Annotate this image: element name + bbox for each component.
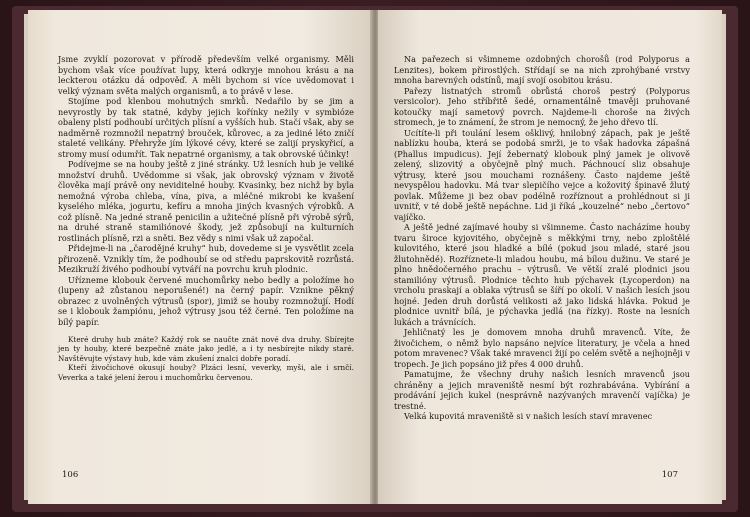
paragraph: A ještě jedné zajímavé houby si všimneme. Často nacházíme houby tvaru široce kyjovitého, obyčejně s měkkými trny, nebo zploštělé kulovitého, které jsou hladké a bílé (pokud jsou mladé, staré jsou žlutohnědé). Rozříznete-li mladou houbu, má bílou dužinu. Ve staré je plno hnědočerného prachu – výtrusů. Ve větší zralé plodnici jsou stamilióny výtrusů. Plodnice těchto hub pýchavek (Lycoperdon) na vrcholu praskají a oblaka výtrusů se šíří po okolí. V našich lesích jsou hojné. Jeden druh dorůstá velikosti až jako lidská hlávka. Pokud je plodnice uvnitř bílá, je pýchavka jedlá (na řízky). Roste na lesních lukách a trávnících. [394, 222, 690, 327]
paragraph: Ucítíte-li při toulání lesem ošklivý, hnilobný zápach, pak je ještě nablízku houba, která se podobá smrži, je to však hadovka zápašná (Phallus impudicus). Její žebernatý klobouk plný jamek je olivově zelený, slizovitý a obyčejně plný much. Páchnoucí sliz obsahuje výtrusy, které jsou mouchami roznášeny. Často najdeme ještě nevyspělou hadovku. Má tvar slepičího vejce a kožovitý špinavě žlutý povlak. Můžeme ji bez obav podélně rozříznout a prohlédnout si ji uvnitř, v té době ještě nepáchne. Lid ji říká „kouzelné“ nebo „čertovo“ vajíčko. [394, 127, 690, 222]
page-number: 107 [661, 470, 678, 480]
paragraph: Stojíme pod klenbou mohutných smrků. Nedařilo by se jim a nevyrostly by tak statné, kdyby jejich kořínky nežily v symbióze obaleny plstí podhoubí určitých plísní a vyšších hub. Stačí však, aby se nadměrně rozmnožil nepatrný brouček, kůrovec, a za jediné léto zničí staleté velikány. Přehryže jím lýkové cévy, které se zalijí pryskyřicí, a stromy musí odumřít. Tak nepatrné organismy, a tak obrovské účinky! [58, 96, 354, 159]
paragraph: Přidejme-li na „čarodějné kruhy“ hub, dovedeme si je vysvětlit zcela přirozeně. Vznikly tím, že podhoubí se od středu paprskovitě rozrůstá. Mezikruží živého podhoubí vytváří na povrchu kruh plodnic. [58, 243, 354, 274]
paragraph: Velká kupovitá mraveniště si v našich lesích staví mravenec [404, 411, 653, 421]
left-page [28, 10, 372, 504]
paragraph: Pařezy listnatých stromů obrůstá choroš pestrý (Polyporus versicolor). Jeho stříbřitě šedé, ornamentálně tmavěji pruhované kotoučky mají sametový povrch. Najdeme-li choroše na živých stromech, je to známení, že strom je nemocný, že jeho dřevo tlí. [394, 85, 690, 127]
question: Které druhy hub znáte? Každý rok se naučte znát nové dva druhy. Sbírejte jen ty houby, které bezpečně znáte jako jedlé, a i ty nesbírejte nikdy staré. Navštěvujte výstavy hub, kde vám zkušení znalci dobře poradí. [58, 335, 354, 363]
paragraph: Podívejme se na houby ještě z jiné stránky. Už lesních hub je veliké množství druhů. Uvědomme si však, jak obrovský význam v životě člověka mají právě ony neviditelné houby. Kvasinky, bez nichž by byla nemožná výroba chleba, vína, piva, a mléčné mikrobi ke kvašení kyselého mléka, jogurtu, kefíru a mnoha jiných kvasných výrobků. A což plísně. Na jedné straně penicilin a užitečné plísně při výrobě sýrů, na druhé straně stamiliónové škody, jež způsobují na kulturních rostlinách plísně, rzi a sněti. Bez vědy s nimi však už započal. [58, 159, 354, 243]
questions-block [58, 335, 354, 382]
question: Kteří živočichové okusují houby? Plzáci lesní, veverky, myši, ale i srnčí. Veverka a také jelení žerou i muchomůrku červenou. [58, 363, 354, 382]
paragraph: Jsme zvyklí pozorovat v přírodě především velké organismy. Měli bychom však více používat lupy, která odkryje mnohou krásu a na leckterou otázku dá odpověď. A měli bychom si více uvědomovat i velký význam světa malých organismů, a to právě v lese. [58, 54, 354, 96]
paragraph: Jehličnatý les je domovem mnoha druhů mravenců. Víte, že živočichem, o němž bylo napsáno nejvíce literatury, je včela a hned potom mravenec? Však také mravenci žijí po celém světě a nejhojněji v tropech. Je jich popsáno již přes 4 000 druhů. [394, 327, 690, 369]
left-text-column [58, 54, 354, 382]
paragraph: Pamatujme, že všechny druhy našich lesních mravenců jsou chráněny a jejich mraveniště nesmí být rozhrabávána. Vybírání a prodávání jejich kukel (nesprávně nazývaných mravenčí vajíčka) je trestné. [394, 369, 690, 411]
page-number: 106 [62, 470, 79, 480]
right-text-column [394, 54, 690, 422]
right-page [378, 10, 722, 504]
paragraph: Uřízneme klobouk červené muchomůrky nebo bedly a položíme ho (lupeny až zůstanou neporušené!) na černý papír. Vznikne pěkný obrazec z uvolněných výtrusů (spor), jimiž se houby rozmnožují. Hodí se i klobouk žampiónu, jehož výtrusy jsou též černé. Ten položíme na bílý papír. [58, 274, 354, 327]
page-edges-right [722, 14, 726, 500]
paragraph: Na pařezech si všimneme ozdobných chorošů (rod Polyporus a Lenzites), bokem přirostlých. Střídají se na nich zprohýbané vrstvy mnoha barevných odstínů, mají svojí osobitou krásu. [394, 54, 690, 85]
